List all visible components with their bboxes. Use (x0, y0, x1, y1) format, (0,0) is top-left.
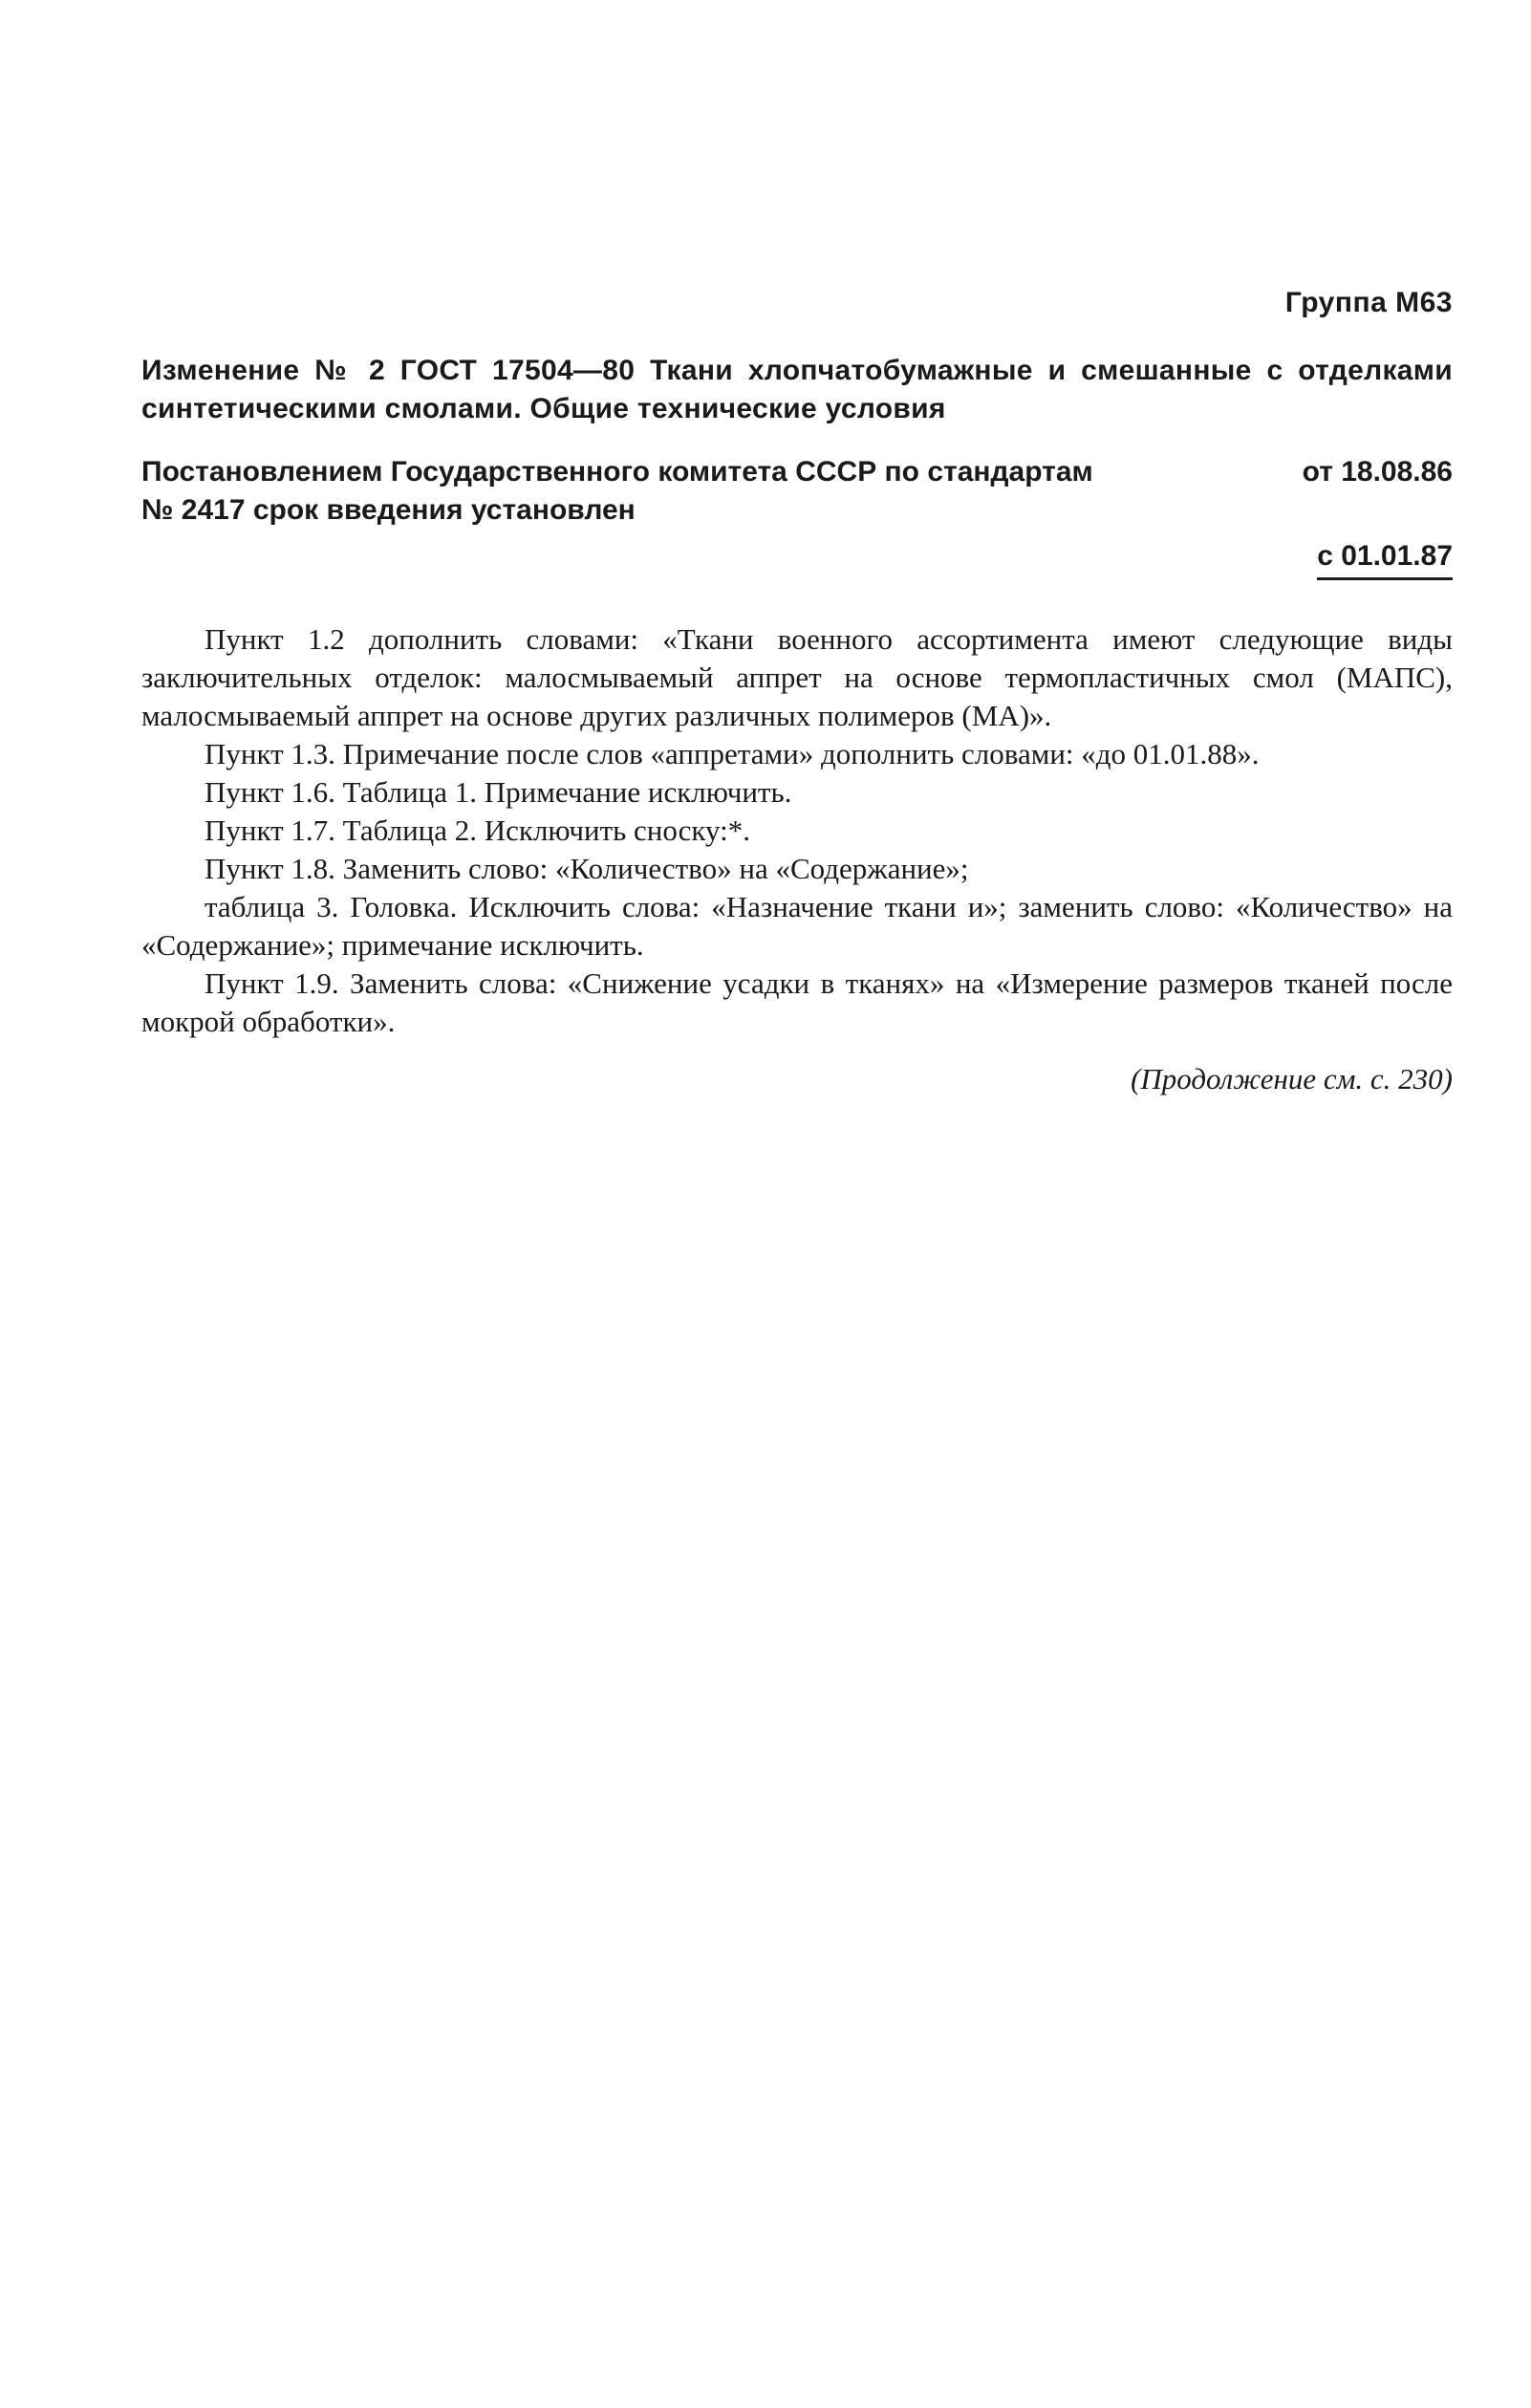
effective-date-block (141, 537, 1453, 580)
decree-row (141, 453, 1453, 491)
paragraph: Пункт 1.8. Заменить слово: «Количество» на «Содержание»; (205, 852, 969, 885)
paragraph: Пункт 1.3. Примечание после слов «аппретами» дополнить словами: «до 01.01.88». (205, 737, 1260, 770)
decree-block (141, 453, 1453, 580)
paragraph: Пункт 1.7. Таблица 2. Исключить сноску:*. (205, 814, 750, 847)
decree-date: от 18.08.86 (1302, 456, 1453, 488)
group-code: Группа М63 (1284, 287, 1453, 318)
paragraph: Пункт 1.9. Заменить слова: «Снижение усадки в тканях» на «Измерение размеров тканей после мокрой обработки». (141, 966, 1453, 1038)
paragraph: таблица 3. Головка. Исключить слова: «Назначение ткани и»; заменить слово: «Количество» на «Содержание»; примечание исключить. (141, 890, 1453, 962)
decree-text-line1: Постановлением Государственного комитета СССР по стандартам (141, 456, 1093, 488)
paragraph: Пункт 1.6. Таблица 1. Примечание исключить. (205, 775, 792, 809)
paragraph: Пункт 1.2 дополнить словами: «Ткани военного ассортимента имеют следующие виды заключительных отделок: малосмываемый аппрет на основе термопластичных смол (МАПС), малосмываемый аппрет на основе других различных полимеров (МА)». (141, 622, 1453, 732)
effective-date: с 01.01.87 (1317, 537, 1453, 580)
amendment-body (141, 620, 1453, 1041)
document-page (141, 287, 1453, 1096)
amendment-heading: Изменение № 2 ГОСТ 17504—80 Ткани хлопчатобумажные и смешанные с отделками синтетическими смолами. Общие технические условия (141, 355, 1453, 424)
continuation-note: (Продолжение см. с. 230) (1131, 1062, 1453, 1096)
decree-text-line2: № 2417 срок введения установлен (141, 494, 636, 526)
